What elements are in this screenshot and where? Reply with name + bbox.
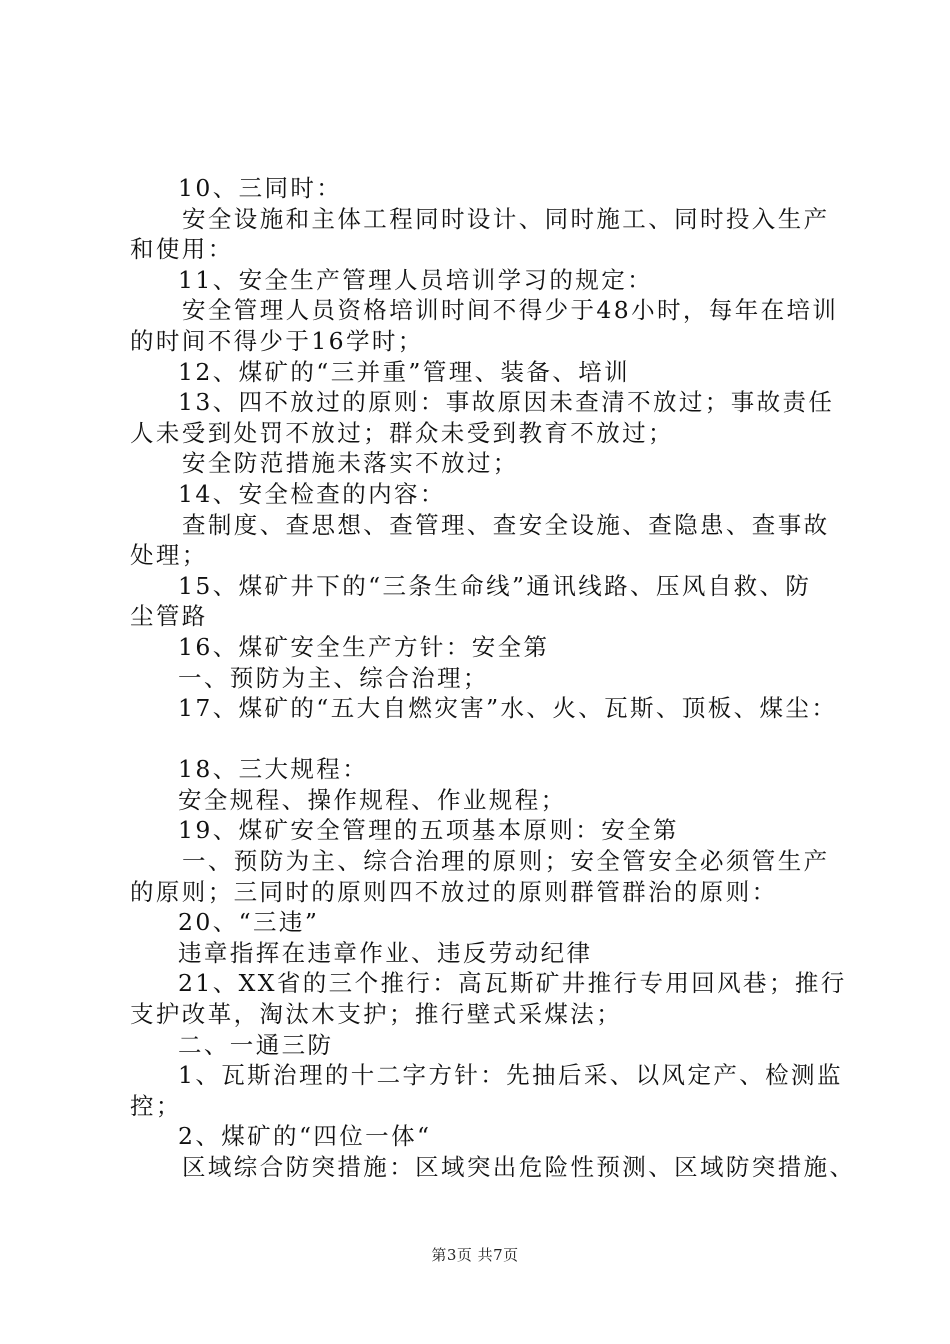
paragraph-line: 安全防范措施未落实不放过； (182, 449, 519, 478)
paragraph-line: 支护改革，淘汰木支护；推行壁式采煤法； (130, 1000, 623, 1029)
paragraph-line: 查制度、查思想、查管理、查安全设施、查隐患、查事故 (182, 510, 830, 539)
paragraph-line: 安全规程、操作规程、作业规程； (178, 785, 567, 814)
paragraph-line: 的时间不得少于16学时； (130, 326, 424, 355)
paragraph-line: 一、预防为主、综合治理； (178, 663, 489, 692)
paragraph-line: 人未受到处罚不放过；群众未受到教育不放过； (130, 418, 674, 447)
paragraph-line: 12、煤矿的“三并重”管理、装备、培训 (178, 357, 631, 386)
paragraph-line: 13、四不放过的原则：事故原因未查清不放过；事故责任 (178, 388, 835, 417)
paragraph-line: 18、三大规程： (178, 755, 369, 784)
paragraph-line: 二、一通三防 (178, 1030, 334, 1059)
paragraph-line: 15、煤矿井下的“三条生命线”通讯线路、压风自救、防 (178, 571, 812, 600)
paragraph-line: 尘管路 (130, 602, 208, 631)
paragraph-line: 14、安全检查的内容： (178, 479, 446, 508)
page-footer: 第3页 共7页 (431, 1246, 519, 1264)
paragraph-line: 安全管理人员资格培训时间不得少于48小时，每年在培训 (182, 296, 839, 325)
paragraph-line: 一、预防为主、综合治理的原则；安全管安全必须管生产 (182, 847, 830, 876)
blank-line (130, 724, 830, 755)
paragraph-line: 11、安全生产管理人员培训学习的规定： (178, 265, 654, 294)
paragraph-line: 处理； (130, 541, 208, 570)
paragraph-line: 安全设施和主体工程同时设计、同时施工、同时投入生产 (182, 204, 830, 233)
paragraph-line: 10、三同时： (178, 174, 343, 202)
paragraph-line: 20、“三违” (178, 908, 320, 937)
paragraph-line: 21、XX省的三个推行：高瓦斯矿井推行专用回风巷；推行 (178, 969, 847, 998)
paragraph-line: 17、煤矿的“五大自燃灾害”水、火、瓦斯、顶板、煤尘： (178, 694, 838, 723)
paragraph-line: 2、煤矿的“四位一体“ (178, 1122, 432, 1151)
paragraph-line: 违章指挥在违章作业、违反劳动纪律 (178, 938, 593, 967)
paragraph-line: 控； (130, 1091, 182, 1120)
paragraph-line: 的原则；三同时的原则四不放过的原则群管群治的原则： (130, 877, 778, 906)
paragraph-line: 19、煤矿安全管理的五项基本原则：安全第 (178, 816, 679, 845)
paragraph-line: 和使用： (130, 235, 234, 264)
document-body (130, 173, 856, 1183)
paragraph-line: 区域综合防突措施：区域突出危险性预测、区域防突措施、 (182, 1153, 856, 1181)
paragraph-line: 16、煤矿安全生产方针：安全第 (178, 632, 550, 661)
paragraph-line: 1、瓦斯治理的十二字方针：先抽后采、以风定产、检测监 (178, 1061, 843, 1090)
